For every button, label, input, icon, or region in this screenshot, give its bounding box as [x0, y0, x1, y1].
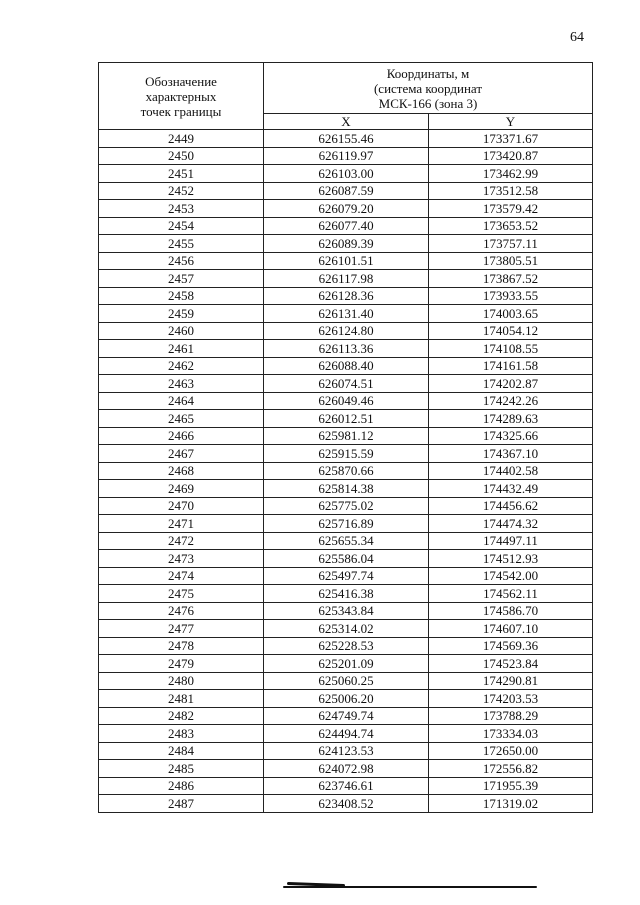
x-coordinate-cell: 624494.74 — [264, 725, 429, 743]
x-coordinate-cell: 626077.40 — [264, 217, 429, 235]
y-coordinate-cell: 174202.87 — [429, 375, 593, 393]
table-row — [99, 165, 593, 183]
table-row — [99, 760, 593, 778]
point-number-cell: 2458 — [99, 287, 264, 305]
point-number-cell: 2456 — [99, 252, 264, 270]
table-row — [99, 147, 593, 165]
y-coordinate-cell: 171319.02 — [429, 795, 593, 813]
y-coordinate-cell: 174542.00 — [429, 567, 593, 585]
table-row — [99, 567, 593, 585]
coords-header-line: (система координат — [373, 80, 483, 96]
y-coordinate-cell: 173933.55 — [429, 287, 593, 305]
point-number-cell: 2457 — [99, 270, 264, 288]
x-coordinate-cell: 626088.40 — [264, 357, 429, 375]
x-coordinate-cell: 626101.51 — [264, 252, 429, 270]
table-row — [99, 690, 593, 708]
table-row — [99, 392, 593, 410]
x-coordinate-cell: 626087.59 — [264, 182, 429, 200]
point-number-cell: 2465 — [99, 410, 264, 428]
point-number-cell: 2475 — [99, 585, 264, 603]
point-number-cell: 2461 — [99, 340, 264, 358]
point-number-cell: 2479 — [99, 655, 264, 673]
point-number-cell: 2487 — [99, 795, 264, 813]
table-row — [99, 742, 593, 760]
table-body — [99, 130, 593, 813]
x-coordinate-cell: 625655.34 — [264, 532, 429, 550]
y-coordinate-cell: 173867.52 — [429, 270, 593, 288]
point-number-cell: 2451 — [99, 165, 264, 183]
y-coordinate-cell: 174402.58 — [429, 462, 593, 480]
y-coordinate-cell: 174054.12 — [429, 322, 593, 340]
point-designation-header — [99, 63, 264, 130]
table-row — [99, 445, 593, 463]
point-number-cell: 2462 — [99, 357, 264, 375]
x-coordinate-cell: 625416.38 — [264, 585, 429, 603]
table-row — [99, 322, 593, 340]
point-number-cell: 2473 — [99, 550, 264, 568]
point-number-cell: 2476 — [99, 602, 264, 620]
y-coordinate-cell: 174003.65 — [429, 305, 593, 323]
x-coordinate-cell: 626117.98 — [264, 270, 429, 288]
x-coordinate-cell: 626155.46 — [264, 130, 429, 148]
point-number-cell: 2480 — [99, 672, 264, 690]
y-coordinate-cell: 174242.26 — [429, 392, 593, 410]
point-number-cell: 2455 — [99, 235, 264, 253]
y-coordinate-cell: 174108.55 — [429, 340, 593, 358]
y-coordinate-cell: 173512.58 — [429, 182, 593, 200]
x-coordinate-cell: 625497.74 — [264, 567, 429, 585]
table-row — [99, 480, 593, 498]
y-coordinate-cell: 174290.81 — [429, 672, 593, 690]
table-row — [99, 270, 593, 288]
x-coordinate-cell: 626113.36 — [264, 340, 429, 358]
x-coordinate-cell: 625060.25 — [264, 672, 429, 690]
point-number-cell: 2484 — [99, 742, 264, 760]
coordinates-header — [264, 63, 593, 114]
point-number-cell: 2471 — [99, 515, 264, 533]
y-coordinate-cell: 173334.03 — [429, 725, 593, 743]
table-row — [99, 287, 593, 305]
y-coordinate-cell: 173579.42 — [429, 200, 593, 218]
point-number-cell: 2452 — [99, 182, 264, 200]
table-row — [99, 620, 593, 638]
x-coordinate-cell: 625870.66 — [264, 462, 429, 480]
point-number-cell: 2468 — [99, 462, 264, 480]
y-coordinate-cell: 173788.29 — [429, 707, 593, 725]
x-coordinate-cell: 624123.53 — [264, 742, 429, 760]
table-row — [99, 200, 593, 218]
point-number-cell: 2467 — [99, 445, 264, 463]
table-row — [99, 217, 593, 235]
x-coordinate-cell: 625343.84 — [264, 602, 429, 620]
x-coordinate-cell: 625586.04 — [264, 550, 429, 568]
y-coordinate-cell: 174325.66 — [429, 427, 593, 445]
y-coordinate-cell: 173653.52 — [429, 217, 593, 235]
x-coordinate-cell: 626012.51 — [264, 410, 429, 428]
y-coordinate-cell: 174432.49 — [429, 480, 593, 498]
table-row — [99, 585, 593, 603]
x-coordinate-cell: 625716.89 — [264, 515, 429, 533]
x-column-header: X — [264, 114, 429, 130]
x-coordinate-cell: 623746.61 — [264, 777, 429, 795]
x-coordinate-cell: 626131.40 — [264, 305, 429, 323]
table-row — [99, 497, 593, 515]
y-coordinate-cell: 173371.67 — [429, 130, 593, 148]
point-number-cell: 2449 — [99, 130, 264, 148]
point-number-cell: 2466 — [99, 427, 264, 445]
page-number: 64 — [570, 30, 584, 45]
y-coordinate-cell: 174497.11 — [429, 532, 593, 550]
x-coordinate-cell: 624749.74 — [264, 707, 429, 725]
y-coordinate-cell: 172650.00 — [429, 742, 593, 760]
x-coordinate-cell: 626124.80 — [264, 322, 429, 340]
x-coordinate-cell: 626089.39 — [264, 235, 429, 253]
table-row — [99, 602, 593, 620]
point-number-cell: 2463 — [99, 375, 264, 393]
point-number-cell: 2453 — [99, 200, 264, 218]
y-coordinate-cell: 174367.10 — [429, 445, 593, 463]
point-number-cell: 2477 — [99, 620, 264, 638]
point-number-cell: 2450 — [99, 147, 264, 165]
y-coordinate-cell: 174607.10 — [429, 620, 593, 638]
table-row — [99, 515, 593, 533]
y-coordinate-cell: 174456.62 — [429, 497, 593, 515]
table-row — [99, 655, 593, 673]
table-row — [99, 357, 593, 375]
x-coordinate-cell: 626119.97 — [264, 147, 429, 165]
table-row — [99, 672, 593, 690]
point-number-cell: 2478 — [99, 637, 264, 655]
table-row — [99, 252, 593, 270]
x-coordinate-cell: 626079.20 — [264, 200, 429, 218]
signature-line — [283, 886, 537, 888]
y-coordinate-cell: 171955.39 — [429, 777, 593, 795]
x-coordinate-cell: 626103.00 — [264, 165, 429, 183]
y-coordinate-cell: 174569.36 — [429, 637, 593, 655]
point-header-line: характерных — [145, 88, 217, 104]
point-number-cell: 2470 — [99, 497, 264, 515]
point-number-cell: 2464 — [99, 392, 264, 410]
x-coordinate-cell: 625981.12 — [264, 427, 429, 445]
x-coordinate-cell: 625314.02 — [264, 620, 429, 638]
point-number-cell: 2474 — [99, 567, 264, 585]
point-number-cell: 2485 — [99, 760, 264, 778]
point-number-cell: 2460 — [99, 322, 264, 340]
table-row — [99, 462, 593, 480]
table-row — [99, 235, 593, 253]
point-number-cell: 2481 — [99, 690, 264, 708]
x-coordinate-cell: 624072.98 — [264, 760, 429, 778]
table-row — [99, 532, 593, 550]
table-row — [99, 305, 593, 323]
table-row — [99, 427, 593, 445]
table-row — [99, 182, 593, 200]
x-coordinate-cell: 626128.36 — [264, 287, 429, 305]
table-row — [99, 777, 593, 795]
x-coordinate-cell: 625775.02 — [264, 497, 429, 515]
y-coordinate-cell: 174523.84 — [429, 655, 593, 673]
coords-header-line: МСК-166 (зона 3) — [378, 95, 478, 111]
x-coordinate-cell: 625201.09 — [264, 655, 429, 673]
y-coordinate-cell: 174474.32 — [429, 515, 593, 533]
table-row — [99, 725, 593, 743]
y-column-header: Y — [429, 114, 593, 130]
y-coordinate-cell: 174203.53 — [429, 690, 593, 708]
point-header-line: точек границы — [140, 103, 222, 119]
y-coordinate-cell: 174289.63 — [429, 410, 593, 428]
point-number-cell: 2486 — [99, 777, 264, 795]
x-coordinate-cell: 623408.52 — [264, 795, 429, 813]
x-coordinate-cell: 625006.20 — [264, 690, 429, 708]
table-row — [99, 550, 593, 568]
table-row — [99, 795, 593, 813]
x-coordinate-cell: 625814.38 — [264, 480, 429, 498]
y-coordinate-cell: 172556.82 — [429, 760, 593, 778]
coordinates-table — [98, 62, 593, 813]
point-number-cell: 2472 — [99, 532, 264, 550]
point-number-cell: 2482 — [99, 707, 264, 725]
y-coordinate-cell: 173462.99 — [429, 165, 593, 183]
table-row — [99, 340, 593, 358]
y-coordinate-cell: 174562.11 — [429, 585, 593, 603]
point-header-line: Обозначение — [145, 73, 217, 89]
table-row — [99, 375, 593, 393]
point-number-cell: 2454 — [99, 217, 264, 235]
table-row — [99, 637, 593, 655]
coords-header-line: Координаты, м — [386, 65, 470, 81]
x-coordinate-cell: 625228.53 — [264, 637, 429, 655]
y-coordinate-cell: 173420.87 — [429, 147, 593, 165]
point-number-cell: 2469 — [99, 480, 264, 498]
x-coordinate-cell: 626049.46 — [264, 392, 429, 410]
table-row — [99, 707, 593, 725]
table-row — [99, 130, 593, 148]
point-number-cell: 2483 — [99, 725, 264, 743]
y-coordinate-cell: 174161.58 — [429, 357, 593, 375]
table-row — [99, 410, 593, 428]
y-coordinate-cell: 174586.70 — [429, 602, 593, 620]
x-coordinate-cell: 626074.51 — [264, 375, 429, 393]
y-coordinate-cell: 173757.11 — [429, 235, 593, 253]
y-coordinate-cell: 174512.93 — [429, 550, 593, 568]
y-coordinate-cell: 173805.51 — [429, 252, 593, 270]
x-coordinate-cell: 625915.59 — [264, 445, 429, 463]
point-number-cell: 2459 — [99, 305, 264, 323]
